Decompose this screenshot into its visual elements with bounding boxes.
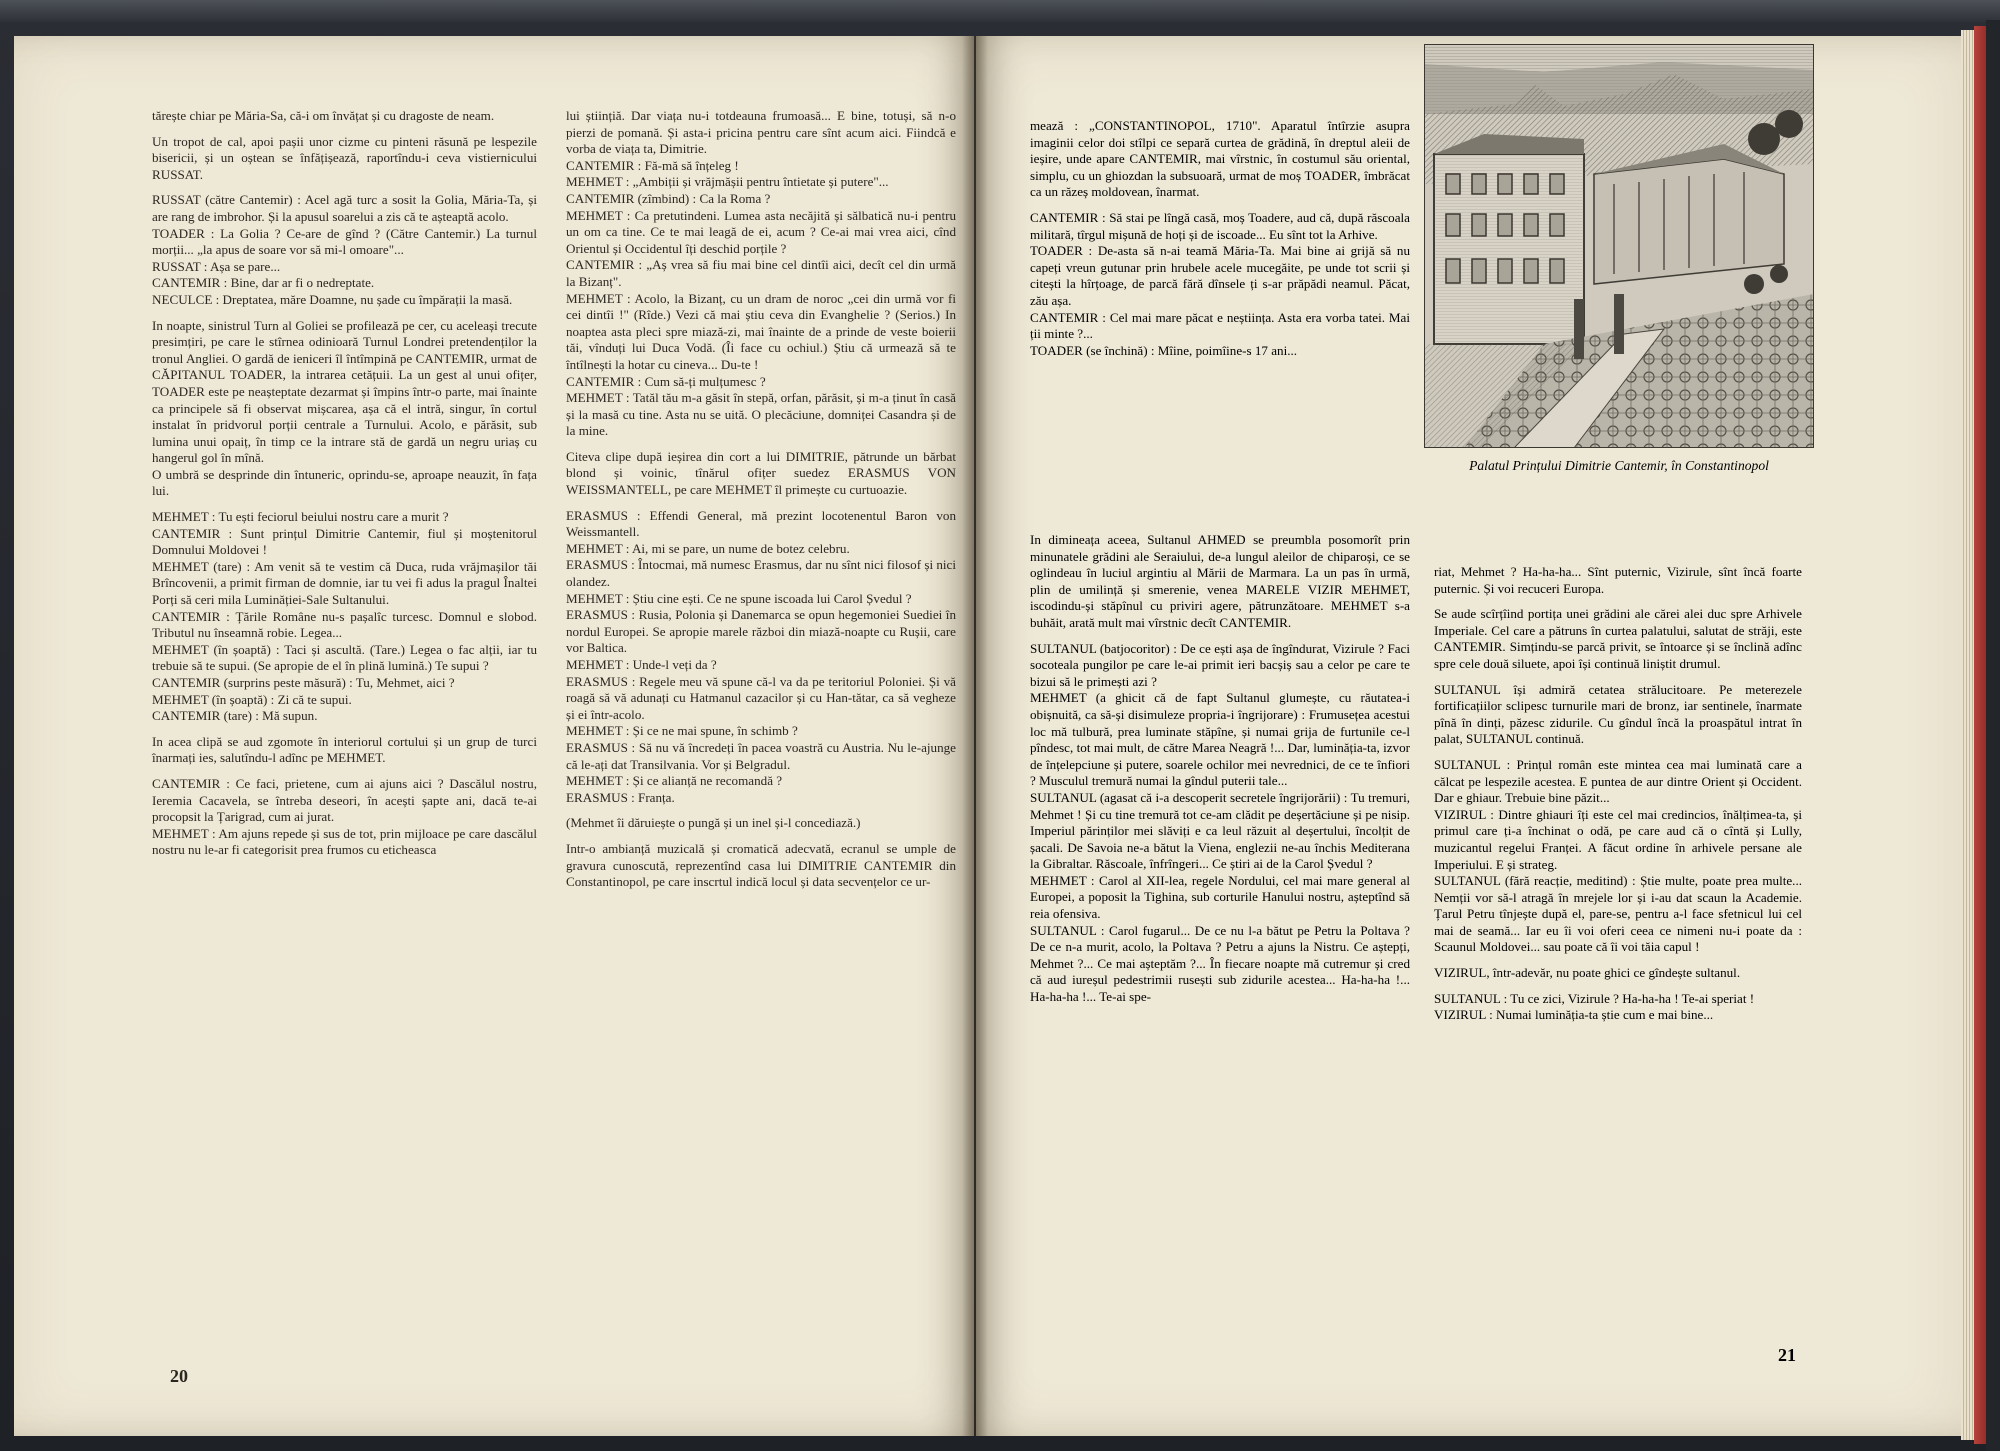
- page-number: 20: [170, 1366, 188, 1386]
- dialogue-line: NECULCE : Dreptatea, măre Doamne, nu șade cu împărații la masă.: [152, 291, 513, 307]
- dialogue-line: MEHMET : Acolo, la Bizanț, cu un dram de noroc „cei din urmă vor fi cei dintîi !" (Rîde.) Vezi că mai știu ceva din Evanghelie ? (Serios.) In noaptea asta pleci spre miază-zi, mai înainte de a prinde de veste boierii tăi, vînduți lui Duca Vodă. (Îi face cu ochiul.) Știu că urmează să te întîlnești la hotar cu cineva... Du-te !: [566, 290, 956, 372]
- dialogue-line: MEHMET : Știu cine ești. Ce ne spune iscoada lui Carol Șvedul ?: [566, 590, 912, 606]
- dialogue-line: ERASMUS : Întocmai, mă numesc Erasmus, dar nu sînt nici filosof și nici olandez.: [566, 557, 956, 590]
- paragraph: O umbră se desprinde din întuneric, oprindu-se, aproape neauzit, în fața lui.: [152, 466, 537, 499]
- paragraph: Intr-o ambianță muzicală și cromatică adecvată, ecranul se umple de gravura cunoscută, reprezentînd casa lui DIMITRIE CANTEMIR din Constantinopol, pe care inscrtul indică locul și data secvențelor ce ur-: [566, 840, 956, 890]
- dialogue-line: ERASMUS : Rusia, Polonia și Danemarca se opun hegemoniei Suediei în nordul Europei. Se apropie marele război din miază-noapte cu Rușii, care vor Baltica.: [566, 607, 956, 656]
- dialogue-line: MEHMET (tare) : Am venit să te vestim că Duca, ruda vrăjmașilor tăi Brîncovenii, a primit firman de domnie, iar tu vei fi adus la pragul Înaltei Porți să ceri mila Luminăției-Sale Sultanului.: [152, 558, 537, 608]
- paragraph: Citeva clipe după ieșirea din cort a lui DIMITRIE, pătrunde un bărbat blond și voinic, tînărul ofițer suedez ERASMUS VON WEISSMANTELL, pe care MEHMET îl primește cu curtuoazie.: [566, 448, 956, 498]
- paragraph: In dimineața aceea, Sultanul AHMED se preumbla posomorît prin minunatele grădini ale Seraiului, de-a lungul aleilor de chiparoși, ce se oglindeau în luciul argintiu al Mării de Marmara. La un pas în urmă, plin de umilință și smerenie, venea MARELE VIZIR MEHMET, iscodindu-și stăpînul cu priviri agere, pătrunzătoare. MEHMET s-a buhăit, arată mult mai vîrstnic decît CANTEMIR.: [1030, 532, 1410, 630]
- dialogue-line: ERASMUS : Franța.: [566, 789, 675, 805]
- dialogue-line: MEHMET : Unde-l veți da ?: [566, 657, 717, 672]
- dialogue-line: CANTEMIR : Țările Române nu-s pașalîc turcesc. Domnul e slobod. Tributul nu înseamnă robie. Legea...: [152, 608, 537, 641]
- book-cover-top-edge: [0, 0, 2000, 22]
- dialogue-line: MEHMET : Tatăl tău m-a găsit în stepă, orfan, părăsit, și m-a ținut în casă și la masă cu tine. Asta nu se uită. O plecăciune, domniței Casandra și de la mine.: [566, 390, 956, 439]
- left-page-column-1: [152, 108, 537, 859]
- dialogue-line: MEHMET : Ca pretutindeni. Lumea asta necăjită și sălbatică nu-i pentru un om ca tine. Ce te mai leagă de ei, acum ? Ce-ai mai vrea aici, cînd Orientul și Occidentul îți deschid porțile ?: [566, 207, 956, 256]
- right-page-column-2: [1434, 564, 1802, 1024]
- dialogue-line: SULTANUL (fără reacție, meditind) : Știe multe, poate prea multe... Nemții vor să-l atragă în mrejele lor și i-au dat scaun la Academie. Țarul Petru tînjește după el, pare-se, pentru a-l face sfetnicul lui cel mai de seamă... Iar eu îi voi oferi ceea ce nimeni nu-i poate da : Scaunul Moldovei... sau poate că îi voi tăia capul !: [1434, 873, 1802, 955]
- dialogue-line: CANTEMIR : Să stai pe lîngă casă, moș Toadere, aud că, după răscoala militară, tîrgul mișună de hoți și de iscoade... Eu sînt tot la Arhive.: [1030, 209, 1410, 242]
- book-gutter: [962, 36, 988, 1436]
- image-caption: Palatul Prințului Dimitrie Cantemir, în Constantinopol: [1469, 458, 1769, 473]
- paragraph: riat, Mehmet ? Ha-ha-ha... Sînt puternic, Vizirule, sînt încă foarte puternic. Și voi recuceri Europa.: [1434, 564, 1802, 596]
- dialogue-line: CANTEMIR : Cel mai mare păcat e neștiința. Asta era vorba tatei. Mai ții minte ?...: [1030, 309, 1410, 342]
- dialogue-line: MEHMET (în șoaptă) : Zi că te supui.: [152, 691, 352, 707]
- dialogue-line: CANTEMIR : Fă-mă să înțeleg !: [566, 157, 739, 173]
- dialogue-line: VIZIRUL : Numai luminăția-ta știe cum e mai bine...: [1434, 1007, 1714, 1023]
- paragraph: mează : „CONSTANTINOPOL, 1710". Aparatul întîrzie asupra imaginii celor doi stîlpi ce separă curtea de grădină, în dreptul aleii de ieșire, unde apare CANTEMIR, mai vîrstnic, în costumul său oriental, simplu, cu un ghiozdan la subsuoară, urmat de moș TOADER, îmbrăcat ca un răzeș moldovean, înarmat.: [1030, 118, 1410, 200]
- dialogue-line: MEHMET : Și ce ne mai spune, în schimb ?: [566, 723, 798, 739]
- paragraph: In noapte, sinistrul Turn al Goliei se profilează pe cer, cu aceleași trecute presimțiri, pe care le stîrnea odinioară Turnul Londrei pretendenților la tronul Angliei. O gardă de ieniceri îl întîmpină pe CANTEMIR, urmat de CĂPITANUL TOADER, la intrarea cetățuii. La un gest al unui ofițer, TOADER este pe neașteptate dezarmat și împins într-o parte, mai înainte ca principele să fi observat mișcarea, așa că el intră, singur, în cortul instalat în pridvorul porții centrale a Turnului. Acolo, e părăsit, sub lumina unui opaiț, în timp ce la intrare stă de gardă un negru uriaș cu hangerul gol în mînă.: [152, 317, 537, 466]
- paragraph: In acea clipă se aud zgomote în interiorul cortului și un grup de turci înarmați ies, salutîndu-l adînc pe MEHMET.: [152, 733, 537, 766]
- right-page-column-1-top: [1030, 118, 1410, 359]
- dialogue-line: MEHMET : Ai, mi se pare, un nume de botez celebru.: [566, 540, 850, 556]
- left-page-column-2: [566, 108, 956, 891]
- paragraph: lui științiă. Dar viața nu-i totdeauna frumoasă... E bine, totuși, să n-o pierzi de pomană. Și asta-i pricina pentru care sînt acum aici. Fiindcă e vorba de viața ta, Dimitrie.: [566, 108, 956, 157]
- dialogue-line: ERASMUS : Regele meu vă spune că-l va da pe teritoriul Poloniei. Și vă roagă să vă adunați cu Hatmanul cazacilor și cu Han-tătar, ca să vegheze și ei într-acolo.: [566, 673, 956, 722]
- dialogue-line: SULTANUL : Tu ce zici, Vizirule ? Ha-ha-ha ! Te-ai speriat !: [1434, 990, 1755, 1006]
- dialogue-line: SULTANUL : Prințul român este mintea cea mai luminată care a călcat pe lespezile acestea. E puntea de aur dintre Orient și Occident. Dar e ghiaur. Trebuie bine păzit...: [1434, 756, 1802, 806]
- dialogue-line: SULTANUL (batjocoritor) : De ce ești așa de îngîndurat, Vizirule ? Faci socoteala pungilor pe care le-ai primit ieri bacșiș sau a celor pe care te bizui să le primești azi ?: [1030, 640, 1410, 689]
- paragraph: SULTANUL își admiră cetatea strălucitoare. Pe meterezele fortificațiilor sclipesc turnurile mari de bronz, iar sentinele, înarmate pînă în dinți, păzesc zidurile. Cu gîndul încă la proaspătul intrat în palat, SULTANUL continuă.: [1434, 681, 1802, 747]
- dialogue-line: RUSSAT (către Cantemir) : Acel agă turc a sosit la Golia, Măria-Ta, și are rang de imbrohor. Și la apusul soarelui a zis că te așteaptă acolo.: [152, 192, 537, 224]
- dialogue-line: MEHMET (a ghicit că de fapt Sultanul glumește, cu răutatea-i obișnuită, ca să-și disimuleze propria-i îngrijorare) : Frumusețea acestui loc mă tulbură, prea luminate stăpîne, și numai grija de furtunile ce-l pîndesc, tot mai mult, de către Marea Neagră !... Dar, luminăția-ta, izvor de înțelepciune și putere, soarele ochilor mei nevrednici, de ce te înfiori ? Musculul tremură numai la gîndul puterii tale...: [1030, 690, 1410, 789]
- dialogue-line: ERASMUS : Effendi General, mă prezint locotenentul Baron von Weissmantell.: [566, 507, 956, 540]
- right-page-column-1: [1030, 532, 1410, 1006]
- dialogue-line: TOADER : La Golia ? Ce-are de gînd ? (Către Cantemir.) La turnul morții... „la apus de soare vor să mi-l omoare"...: [152, 225, 537, 258]
- book-cover-right-edge: [1986, 20, 2000, 1451]
- dialogue-line: SULTANUL (agasat că i-a descoperit secretele îngrijorării) : Tu tremuri, Mehmet ! Și cu tine tremură tot ce-am clădit pe deșertăciune și pe nisip. Imperiul părinților mei slăviți e ca leul răzuit al deșertului, încolțit de șacali. De Savoia ne-a bătut la Viena, englezii ne-au închis Mediterana la Gibraltar. Răscoale, înfrîngeri... Ce știri ai de la Carol Șvedul ?: [1030, 789, 1410, 872]
- dialogue-line: CANTEMIR (tare) : Mă supun.: [152, 708, 318, 724]
- dialogue-line: CANTEMIR (zîmbind) : Ca la Roma ?: [566, 190, 771, 206]
- dialogue-line: MEHMET : Și ce alianță ne recomandă ?: [566, 773, 783, 789]
- dialogue-line: CANTEMIR : „Aș vrea să fiu mai bine cel dintîi aici, decît cel din urmă la Bizanț".: [566, 257, 956, 289]
- dialogue-line: MEHMET (în șoaptă) : Taci și ascultă. (Tare.) Legea o fac alții, iar tu trebuie să te supui. (Se apropie de el în plină lumină.) Te supui ?: [152, 641, 537, 674]
- dialogue-line: TOADER (se închină) : Mîine, poimîine-s 17 ani...: [1030, 342, 1298, 358]
- engraving-image: [1424, 44, 1814, 448]
- dialogue-line: SULTANUL : Carol fugarul... De ce nu l-a bătut pe Petru la Poltava ? De ce n-a murit, acolo, la Poltava ? Petru a ajuns la Nistru. Ce aștepți, Mehmet ?... Ce mai așteptăm ?... În fiecare noapte mă cutremur și cred că aud iureșul pedestrimii rusești sub zidurile acestea... Ha-ha-ha !... Ha-ha-ha !... Te-ai spe-: [1030, 922, 1410, 1005]
- dialogue-line: VIZIRUL : Dintre ghiauri îți este cel mai credincios, înălțimea-ta, și primul care ți-a închinat o odă, pe care aud că o cîntă și Lully, muzicantul regelui Franței. A făcut ordine în arhivele persane ale Imperiului. E și strateg.: [1434, 806, 1802, 872]
- dialogue-line: MEHMET : „Ambiții și vrăjmășii pentru întietate și putere"...: [566, 174, 889, 190]
- dialogue-line: MEHMET : Tu ești feciorul beiului nostru care a murit ?: [152, 509, 449, 525]
- left-page: [14, 36, 974, 1436]
- paragraph: Se aude scîrțîind portița unei grădini ale cărei alei duc spre Arhivele Imperiale. Cel care a pătruns în curtea palatului, salutat de străji, este CANTEMIR. Simțindu-se parcă privit, se întoarce și se înclină adînc spre cele două siluete, apoi își continuă liniștit drumul.: [1434, 606, 1802, 671]
- dialogue-line: MEHMET : Carol al XII-lea, regele Nordului, cel mai mare general al Europei, a poposit la Tighina, sub corturile Hanului nostru, așteptînd să reia ofensiva.: [1030, 872, 1410, 922]
- dialogue-line: CANTEMIR : Cum să-ți mulțumesc ?: [566, 373, 766, 389]
- paragraph: tărește chiar pe Măria-Sa, că-i om învățat și cu dragoste de neam.: [152, 108, 495, 123]
- dialogue-line: CANTEMIR : Bine, dar ar fi o nedreptate.: [152, 275, 375, 291]
- paragraph: Un tropot de cal, apoi pașii unor cizme cu pinteni răsună pe lespezile bisericii, și un oștean se înfățișează, raportîndu-i ceva vistiernicului RUSSAT.: [152, 133, 537, 182]
- dialogue-line: ERASMUS : Să nu vă încredeți în pacea voastră cu Austria. Nu le-ajunge că le-ați dat Transilvania. Vor și Belgradul.: [566, 739, 956, 772]
- page-number: 21: [1778, 1345, 1796, 1365]
- dialogue-line: TOADER : De-asta să n-ai teamă Măria-Ta. Mai bine ai grijă să nu capeți vreun gutunar prin hrubele acele mucegăite, pe unde tot scrii și citești la hîrțoage, de parcă fără dînsele ți s-ar prăpădi neamul. Păcat, zău așa.: [1030, 243, 1410, 308]
- dialogue-line: CANTEMIR : Ce faci, prietene, cum ai ajuns aici ? Dascălul nostru, Ieremia Cacavela, se întreba deseori, în acești șapte ani, dacă te-ai procopsit la Țarigrad, cum ai jurat.: [152, 775, 537, 825]
- stage-direction: (Mehmet îi dăruiește o pungă și un inel și-l concediază.): [566, 815, 861, 831]
- dialogue-line: RUSSAT : Așa se pare...: [152, 258, 281, 274]
- dialogue-line: CANTEMIR : Sunt prințul Dimitrie Cantemir, fiul și moștenitorul Domnului Moldovei !: [152, 525, 537, 558]
- stage-direction: VIZIRUL, într-adevăr, nu poate ghici ce gîndește sultanul.: [1434, 965, 1741, 981]
- dialogue-line: MEHMET : Am ajuns repede și sus de tot, prin mijloace pe care dascălul nostru nu le-ar fi categorisit prea frumos cu eticheasca: [152, 825, 537, 858]
- dialogue-line: CANTEMIR (surprins peste măsură) : Tu, Mehmet, aici ?: [152, 675, 455, 690]
